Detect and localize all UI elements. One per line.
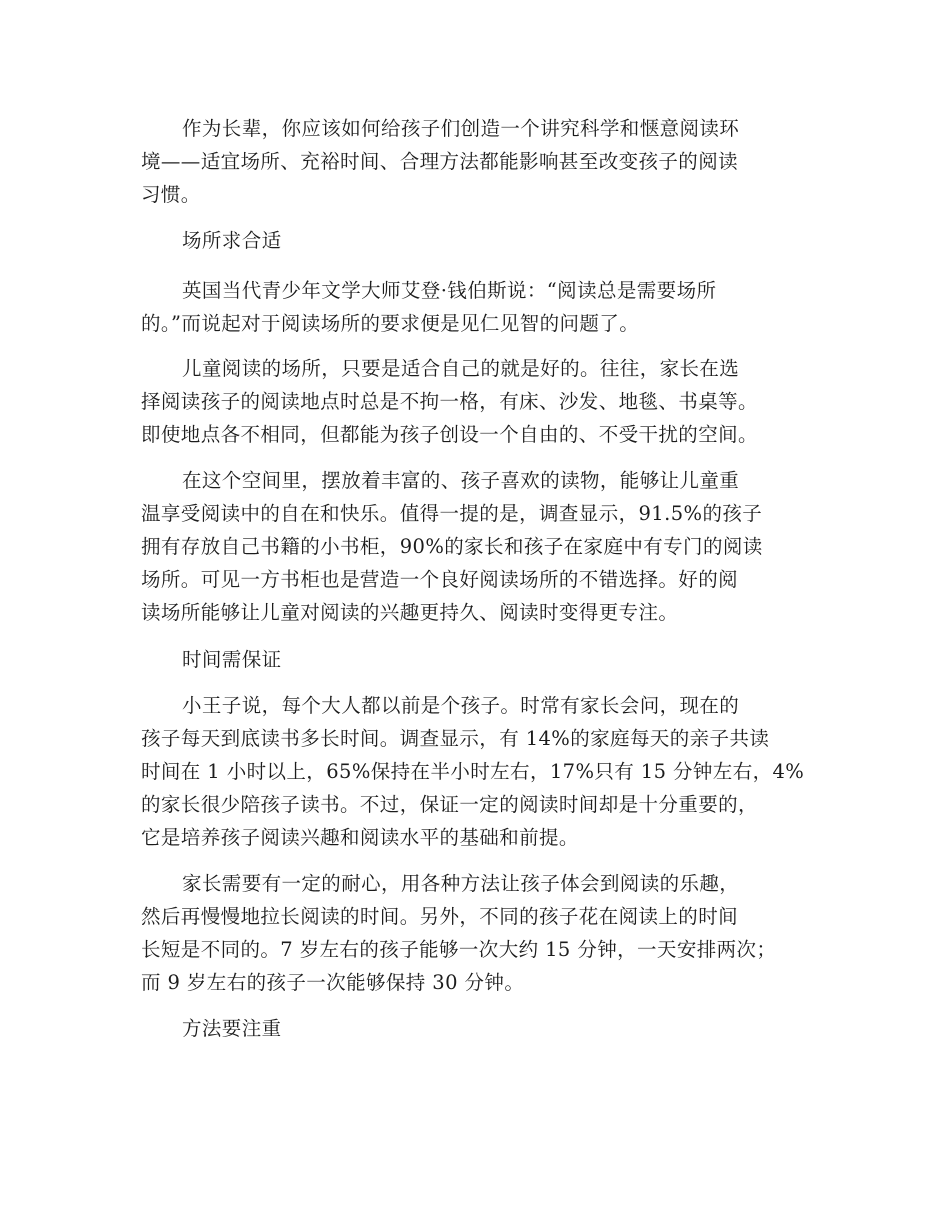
text-line: 它是培养孩子阅读兴趣和阅读水平的基础和前提。 <box>141 826 579 849</box>
section-heading: 时间需保证 <box>182 648 282 671</box>
text-line: 的家长很少陪孩子读书。不过，保证一定的阅读时间却是十分重要的， <box>141 793 758 816</box>
place-paragraph <box>141 352 831 451</box>
intro-paragraph <box>141 112 831 211</box>
section-heading: 场所求合适 <box>182 229 282 252</box>
text-line: 作为长辈，你应该如何给孩子们创造一个讲究科学和惬意阅读环 <box>182 117 740 140</box>
text-line: 儿童阅读的场所，只要是适合自己的就是好的。往往，家长在选 <box>182 357 740 380</box>
quote-paragraph <box>141 274 831 340</box>
text-line: 的。”而说起对于阅读场所的要求便是见仁见智的问题了。 <box>141 312 640 335</box>
text-line: 温享受阅读中的自在和快乐。值得一提的是，调查显示，91.5%的孩子 <box>141 502 763 525</box>
text-line: 孩子每天到底读书多长时间。调查显示，有 14%的家庭每天的亲子共读 <box>141 727 770 750</box>
section-heading-time <box>141 643 831 676</box>
section-heading: 方法要注重 <box>182 1017 282 1040</box>
text-line: 长短是不同的。7 岁左右的孩子能够一次大约 15 分钟，一天安排两次； <box>141 938 777 961</box>
section-heading-method <box>141 1012 831 1045</box>
text-line: 时间在 1 小时以上，65%保持在半小时左右，17%只有 15 分钟左右，4% <box>141 760 805 783</box>
text-line: 而 9 岁左右的孩子一次能够保持 30 分钟。 <box>141 971 525 994</box>
text-line: 场所。可见一方书柜也是营造一个良好阅读场所的不错选择。好的阅 <box>141 568 739 591</box>
patience-paragraph <box>141 867 831 999</box>
text-line: 境——适宜场所、充裕时间、合理方法都能影响甚至改变孩子的阅读 <box>141 150 739 173</box>
text-line: 在这个空间里，摆放着丰富的、孩子喜欢的读物，能够让儿童重 <box>182 469 740 492</box>
space-paragraph <box>141 464 831 629</box>
text-line: 英国当代青少年文学大师艾登·钱伯斯说：“阅读总是需要场所 <box>182 279 717 302</box>
text-line: 小王子说，每个大人都以前是个孩子。时常有家长会问，现在的 <box>182 694 740 717</box>
text-line: 家长需要有一定的耐心，用各种方法让孩子体会到阅读的乐趣， <box>182 872 740 895</box>
text-line: 习惯。 <box>141 183 201 206</box>
text-line: 择阅读孩子的阅读地点时总是不拘一格，有床、沙发、地毯、书桌等。 <box>141 390 758 413</box>
section-heading-place <box>141 224 831 257</box>
text-line: 读场所能够让儿童对阅读的兴趣更持久、阅读时变得更专注。 <box>141 601 679 624</box>
text-line: 然后再慢慢地拉长阅读的时间。另外，不同的孩子花在阅读上的时间 <box>141 905 739 928</box>
text-line: 即使地点各不相同，但都能为孩子创设一个自由的、不受干扰的空间。 <box>141 423 758 446</box>
text-line: 拥有存放自己书籍的小书柜，90%的家长和孩子在家庭中有专门的阅读 <box>141 535 763 558</box>
time-paragraph <box>141 689 831 854</box>
